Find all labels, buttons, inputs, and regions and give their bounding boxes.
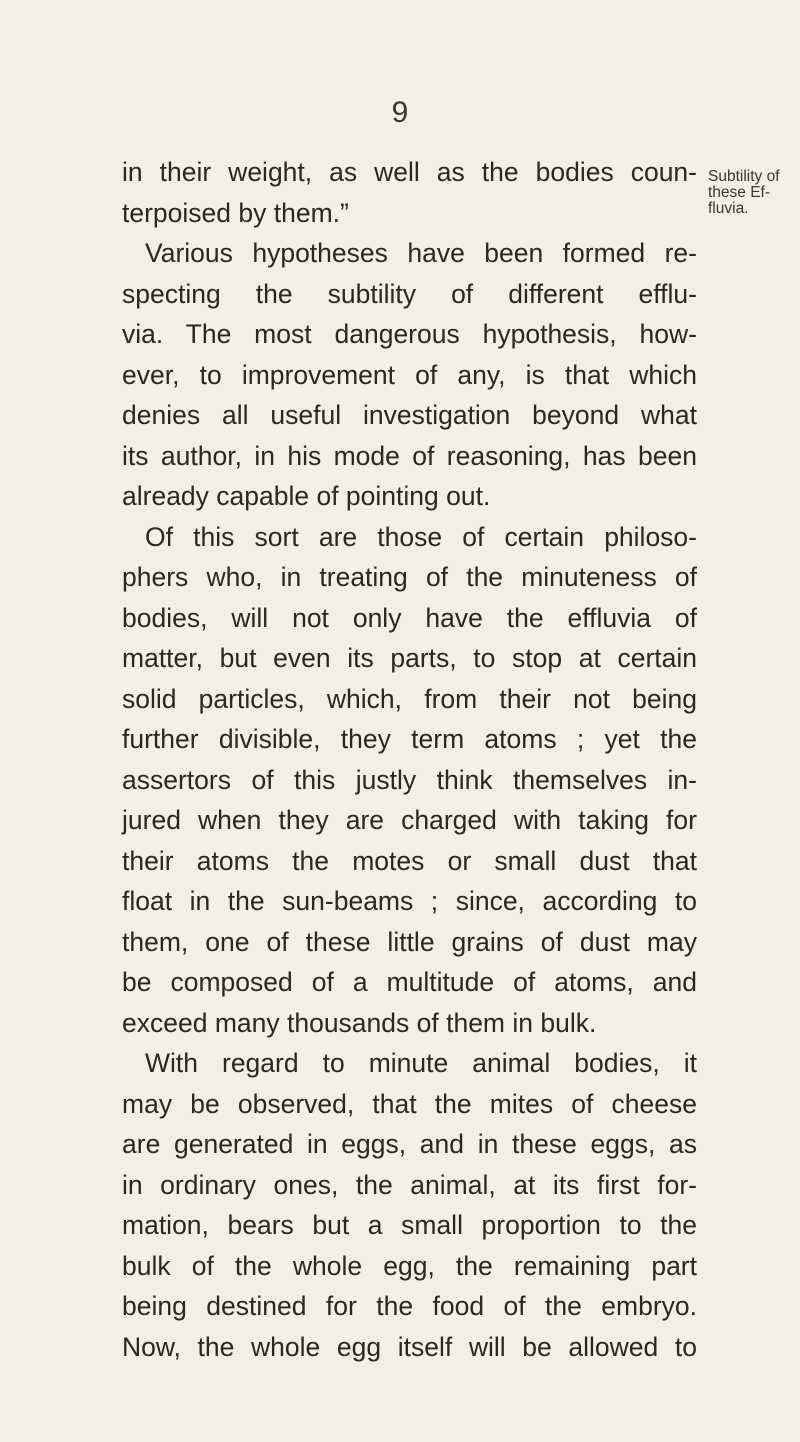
text-line: phers who, in treating of the minuteness of: [122, 562, 697, 592]
marginal-note-line: these Ef-: [708, 184, 771, 201]
text-line: are generated in eggs, and in these eggs, as: [122, 1129, 697, 1159]
text-line: denies all useful investigation beyond what: [122, 400, 697, 430]
text-line: via. The most dangerous hypothesis, how-: [122, 319, 697, 349]
text-line: in ordinary ones, the animal, at its first for-: [122, 1169, 697, 1200]
body-text: [122, 152, 697, 1367]
text-line: solid particles, which, from their not being: [122, 683, 697, 714]
text-line: be composed of a multitude of atoms, and: [122, 967, 697, 997]
paragraph-start-line: With regard to minute animal bodies, it: [145, 1048, 697, 1078]
text-line: exceed many thousands of them in bulk.: [122, 1007, 597, 1038]
text-line: specting the subtility of different efflu-: [122, 278, 697, 309]
text-line: already capable of pointing out.: [122, 481, 491, 511]
marginal-note-line: Subtility of: [708, 168, 780, 185]
text-line: assertors of this justly think themselves in-: [122, 764, 697, 795]
text-line: their atoms the motes or small dust that: [122, 845, 697, 876]
text-line: bodies, will not only have the effluvia of: [122, 602, 697, 633]
text-line: jured when they are charged with taking for: [122, 805, 697, 835]
text-line: them, one of these little grains of dust may: [122, 926, 697, 957]
paragraph-start-line: Various hypotheses have been formed re-: [145, 238, 697, 268]
text-line: may be observed, that the mites of cheese: [122, 1088, 697, 1119]
text-line: ever, to improvement of any, is that which: [122, 359, 697, 390]
paragraph-start-line: Of this sort are those of certain philoso-: [145, 521, 697, 552]
text-line: matter, but even its parts, to stop at certain: [122, 643, 697, 673]
text-line: further divisible, they term atoms ; yet the: [122, 724, 697, 754]
marginal-note: [708, 169, 800, 217]
text-line: mation, bears but a small proportion to the: [122, 1210, 697, 1240]
text-line: being destined for the food of the embryo.: [122, 1291, 697, 1321]
text-line: bulk of the whole egg, the remaining part: [122, 1250, 697, 1281]
page-number: 9: [391, 96, 409, 129]
text-line: terpoised by them.”: [122, 197, 349, 228]
marginal-note-line: fluvia.: [708, 200, 749, 217]
text-line: in their weight, as well as the bodies coun-: [122, 157, 697, 187]
text-line: its author, in his mode of reasoning, has been: [122, 440, 697, 471]
text-line: Now, the whole egg itself will be allowed to: [122, 1331, 697, 1362]
text-line: float in the sun-beams ; since, according to: [122, 886, 697, 916]
